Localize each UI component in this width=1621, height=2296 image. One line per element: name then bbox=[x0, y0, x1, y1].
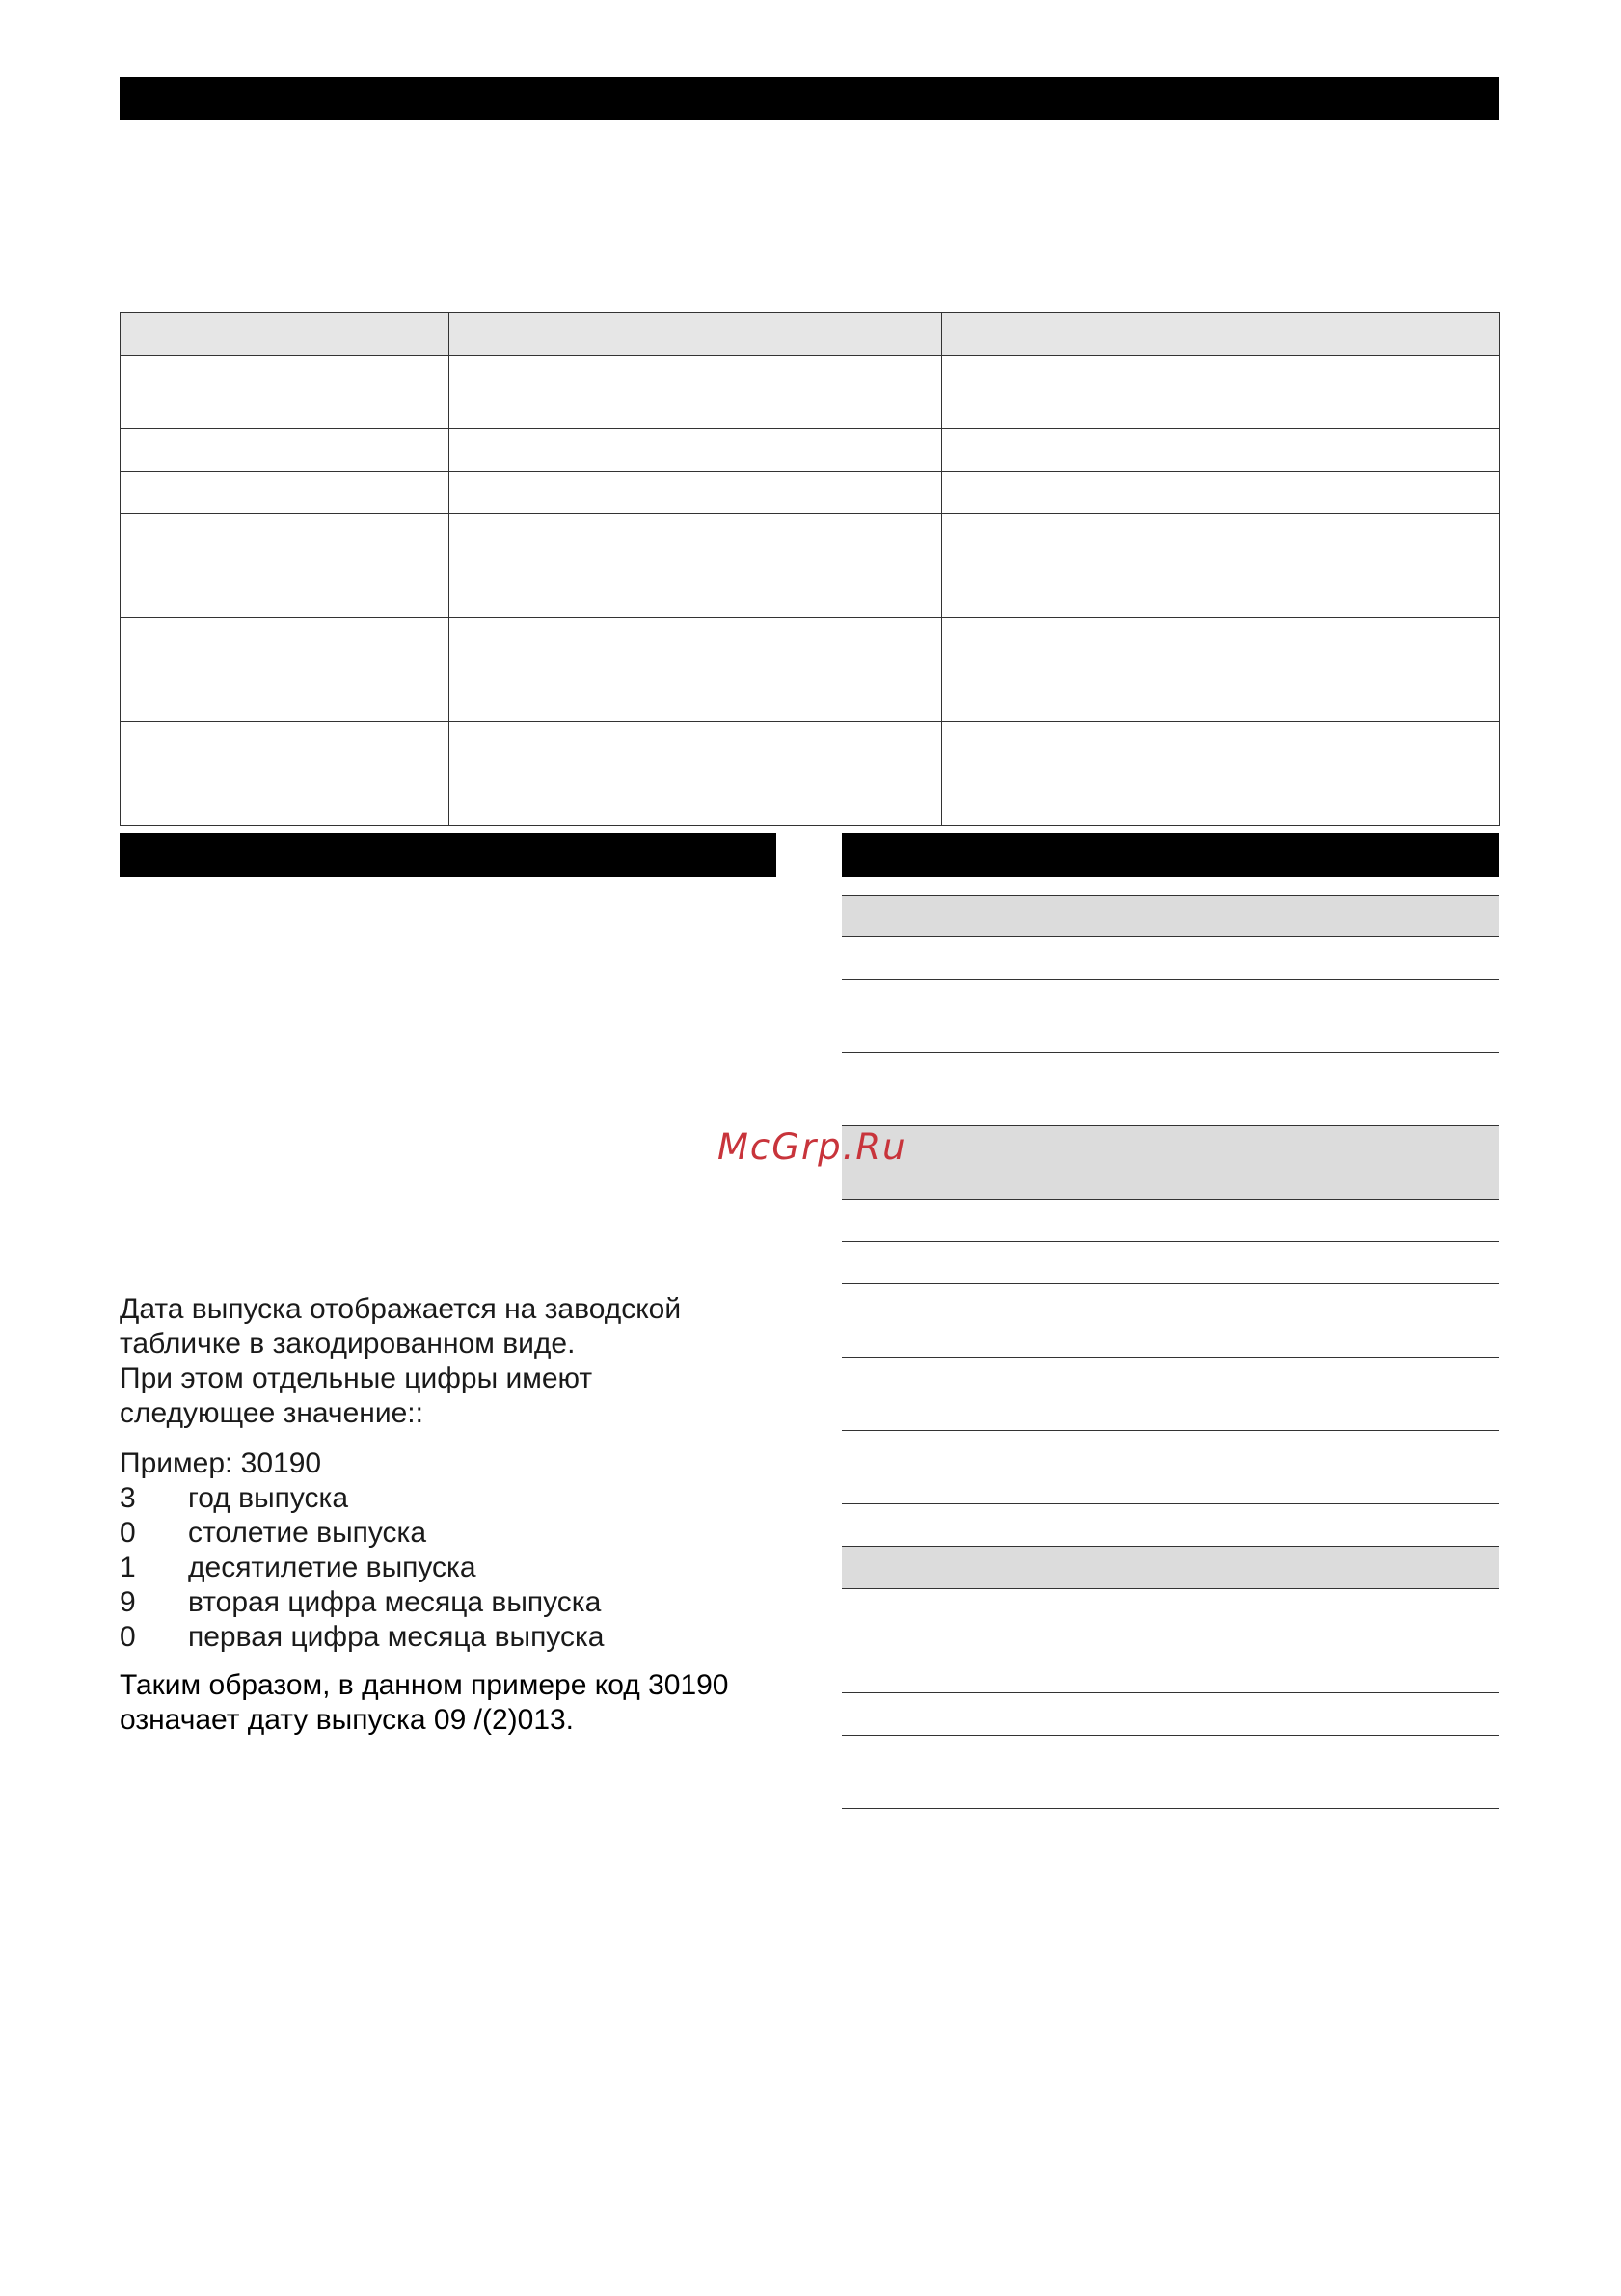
production-date-intro bbox=[120, 1292, 795, 1431]
table-cell bbox=[449, 514, 942, 618]
table-row bbox=[121, 618, 1500, 722]
table-cell bbox=[449, 722, 942, 826]
intro-line: табличке в закодированном виде. bbox=[120, 1328, 576, 1360]
list-item bbox=[120, 1516, 604, 1551]
example-label: Пример: 30190 bbox=[120, 1447, 322, 1479]
digit-meaning: год выпуска bbox=[188, 1482, 349, 1514]
table-row bbox=[121, 356, 1500, 429]
digit-meaning: десятилетие выпуска bbox=[188, 1552, 476, 1583]
list-row bbox=[842, 1431, 1499, 1504]
table-cell bbox=[942, 356, 1500, 429]
table-cell bbox=[942, 472, 1500, 514]
list-row bbox=[842, 1358, 1499, 1431]
table-cell bbox=[449, 313, 942, 356]
digit-meaning: столетие выпуска bbox=[188, 1517, 427, 1549]
list-item bbox=[120, 1585, 604, 1620]
list-row bbox=[842, 1736, 1499, 1809]
top-header-bar bbox=[120, 77, 1499, 120]
digit: 0 bbox=[120, 1621, 136, 1653]
table-cell bbox=[449, 356, 942, 429]
code-example-block bbox=[120, 1446, 604, 1655]
list-row bbox=[842, 895, 1499, 937]
list-row bbox=[842, 980, 1499, 1053]
table-cell bbox=[121, 356, 449, 429]
digit: 1 bbox=[120, 1552, 136, 1583]
list-row bbox=[842, 1242, 1499, 1284]
list-row bbox=[842, 1547, 1499, 1589]
table-cell bbox=[121, 313, 449, 356]
table-cell bbox=[121, 514, 449, 618]
table-cell bbox=[942, 618, 1500, 722]
table-row bbox=[121, 514, 1500, 618]
intro-line: Дата выпуска отображается на заводской bbox=[120, 1293, 682, 1325]
table-cell bbox=[121, 722, 449, 826]
list-row bbox=[842, 1693, 1499, 1736]
list-row bbox=[842, 1504, 1499, 1547]
digit: 3 bbox=[120, 1482, 136, 1514]
digit-meaning: первая цифра месяца выпуска bbox=[188, 1621, 605, 1653]
list-item bbox=[120, 1551, 604, 1585]
conclusion-line: означает дату выпуска 09 /(2)013. bbox=[120, 1704, 575, 1736]
list-row bbox=[842, 937, 1499, 980]
list-row bbox=[842, 1284, 1499, 1358]
table-cell bbox=[121, 618, 449, 722]
table-cell bbox=[121, 472, 449, 514]
table-cell bbox=[942, 514, 1500, 618]
table-row bbox=[121, 429, 1500, 472]
list-row bbox=[842, 1126, 1499, 1200]
digit: 0 bbox=[120, 1517, 136, 1549]
digit-meaning: вторая цифра месяца выпуска bbox=[188, 1586, 602, 1618]
watermark-text: McGrp.Ru bbox=[717, 1126, 907, 1168]
list-row bbox=[842, 1053, 1499, 1126]
list-item bbox=[120, 1481, 604, 1516]
list-row bbox=[842, 1589, 1499, 1693]
table-row bbox=[121, 472, 1500, 514]
table-header-row bbox=[121, 313, 1500, 356]
specifications-table bbox=[120, 312, 1500, 826]
right-column-list bbox=[842, 895, 1499, 1809]
intro-line: следующее значение:: bbox=[120, 1397, 423, 1429]
list-row bbox=[842, 1200, 1499, 1242]
conclusion-line: Таким образом, в данном примере код 30190 bbox=[120, 1669, 729, 1701]
table-cell bbox=[449, 472, 942, 514]
table-row bbox=[121, 722, 1500, 826]
intro-line: При этом отдельные цифры имеют bbox=[120, 1363, 593, 1394]
right-section-bar bbox=[842, 833, 1499, 877]
table-cell bbox=[121, 429, 449, 472]
example-conclusion bbox=[120, 1668, 795, 1738]
table-cell bbox=[449, 618, 942, 722]
left-section-bar bbox=[120, 833, 776, 877]
table-cell bbox=[942, 429, 1500, 472]
digit: 9 bbox=[120, 1586, 136, 1618]
table-cell bbox=[942, 722, 1500, 826]
table-cell bbox=[942, 313, 1500, 356]
list-item bbox=[120, 1620, 604, 1655]
table-cell bbox=[449, 429, 942, 472]
